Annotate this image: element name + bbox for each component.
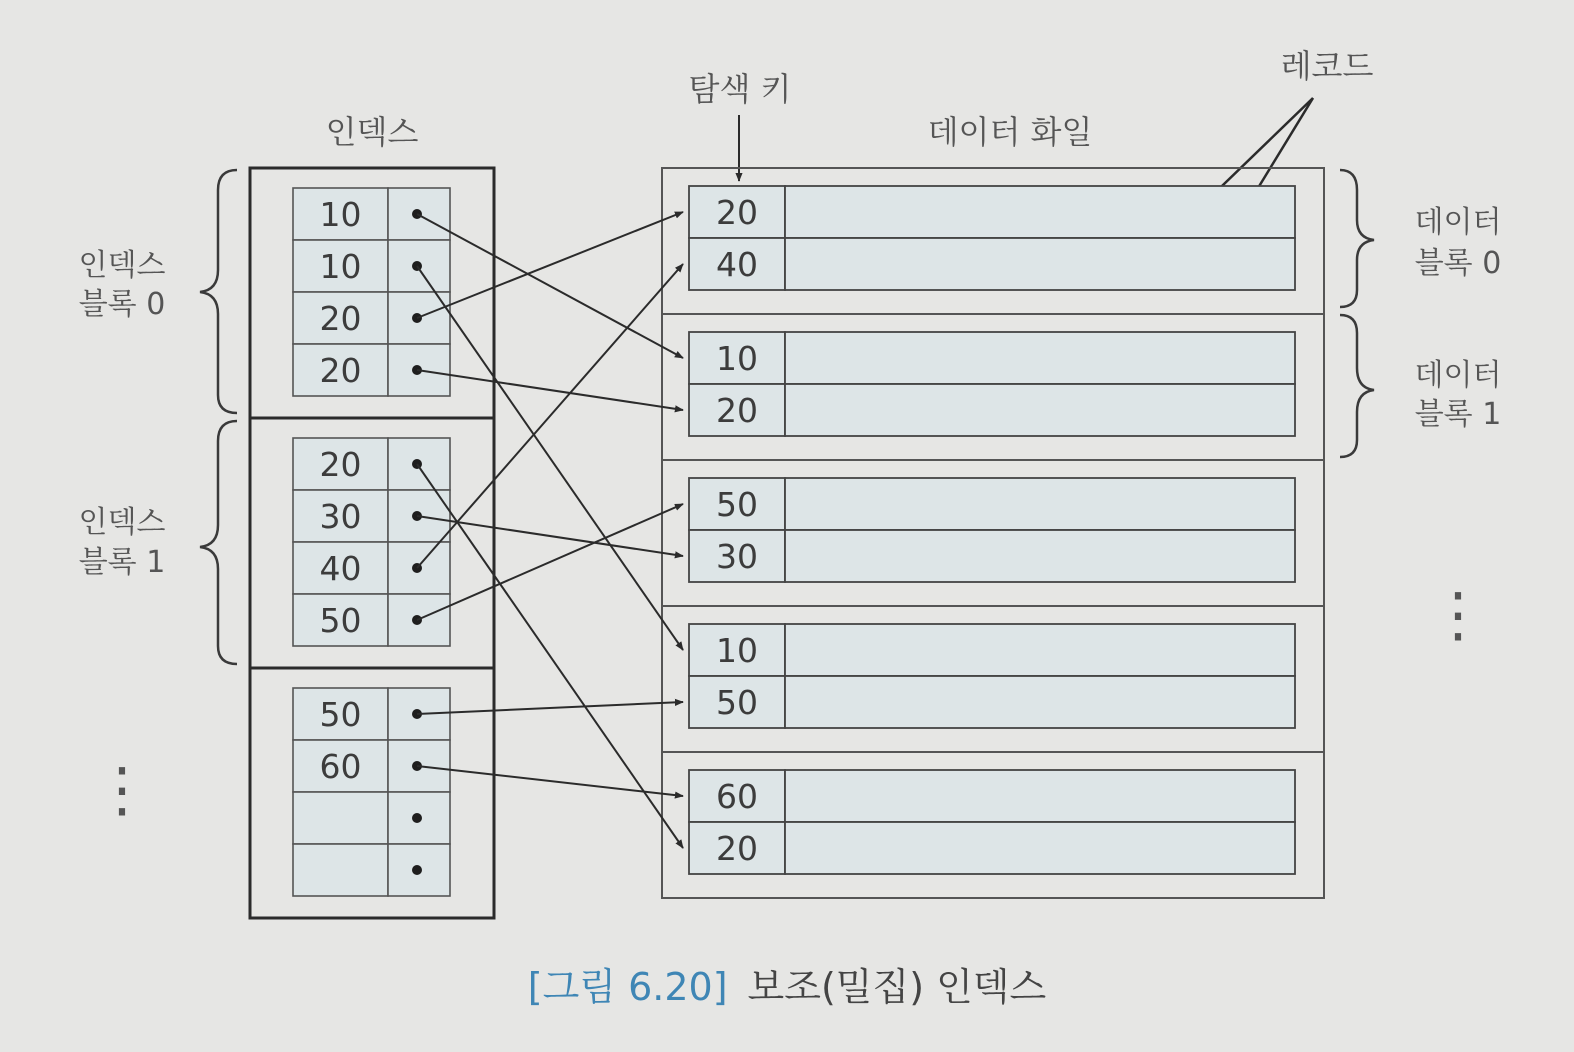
record-key: 10 xyxy=(716,631,758,670)
index-key: 50 xyxy=(319,695,362,734)
index-block-1-label-line2: 블록 1 xyxy=(78,545,166,580)
record-key: 40 xyxy=(716,245,758,284)
brace-index-block-0 xyxy=(200,170,237,413)
brace-index-block-1 xyxy=(200,421,237,664)
record-body-cell xyxy=(785,676,1295,728)
record-key: 10 xyxy=(716,339,758,378)
index-title: 인덱스 xyxy=(325,113,419,151)
index-key: 10 xyxy=(319,247,362,286)
record-key: 20 xyxy=(716,829,758,868)
index-block-1-label-line1: 인덱스 xyxy=(78,505,166,540)
data-block-0-label-line1: 데이터 xyxy=(1414,205,1502,240)
record-body-cell xyxy=(785,624,1295,676)
pointer-arrow xyxy=(417,766,683,796)
record-body-cell xyxy=(785,384,1295,436)
data-file xyxy=(662,168,1324,898)
index-key: 30 xyxy=(319,497,362,536)
data-block-0-label-line2: 블록 0 xyxy=(1414,246,1502,281)
record-body-cell xyxy=(785,186,1295,238)
record-label: 레코드 xyxy=(1280,47,1374,85)
record-body-cell xyxy=(785,822,1295,874)
index-block-0-label-line1: 인덱스 xyxy=(78,248,166,283)
figure-caption xyxy=(528,965,1046,1009)
data-file-title: 데이터 화일 xyxy=(927,113,1093,151)
index-key: 20 xyxy=(319,445,362,484)
index xyxy=(250,168,494,918)
index-key: 40 xyxy=(319,549,362,588)
pointer-arrow xyxy=(417,214,683,358)
pointer-arrow xyxy=(417,370,683,410)
index-key-cell xyxy=(293,844,388,896)
figure-number: [그림 6.20] xyxy=(527,965,728,1009)
index-key-cell xyxy=(293,792,388,844)
index-key: 20 xyxy=(319,351,362,390)
record-key: 50 xyxy=(716,485,758,524)
pointer-arrow xyxy=(417,266,683,650)
record-body-cell xyxy=(785,478,1295,530)
record-key: 50 xyxy=(716,683,758,722)
brace-data-block-1 xyxy=(1340,315,1374,457)
record-key: 20 xyxy=(716,391,758,430)
record-key: 20 xyxy=(716,193,758,232)
record-key: 60 xyxy=(716,777,758,816)
data-block-1-label-line1: 데이터 xyxy=(1414,358,1502,393)
search-key-label: 탐색 키 xyxy=(688,70,792,108)
pointer-dot xyxy=(412,865,422,875)
index-key: 10 xyxy=(319,195,362,234)
data-block-1-label-line2: 블록 1 xyxy=(1414,397,1502,432)
index-ellipsis: ⋮ xyxy=(92,755,152,825)
pointer-arrows xyxy=(417,212,683,848)
index-key: 20 xyxy=(319,299,362,338)
index-key: 60 xyxy=(319,747,362,786)
brace-data-block-0 xyxy=(1340,170,1374,307)
record-key: 30 xyxy=(716,537,758,576)
data-ellipsis: ⋮ xyxy=(1428,580,1488,650)
record-body-cell xyxy=(785,530,1295,582)
figure-title: 보조(밀집) 인덱스 xyxy=(747,965,1047,1009)
pointer-arrow xyxy=(417,702,683,714)
record-body-cell xyxy=(785,770,1295,822)
record-body-cell xyxy=(785,332,1295,384)
pointer-arrow xyxy=(417,212,683,318)
index-block-0-label-line2: 블록 0 xyxy=(78,287,166,322)
index-key: 50 xyxy=(319,601,362,640)
pointer-dot xyxy=(412,813,422,823)
record-body-cell xyxy=(785,238,1295,290)
